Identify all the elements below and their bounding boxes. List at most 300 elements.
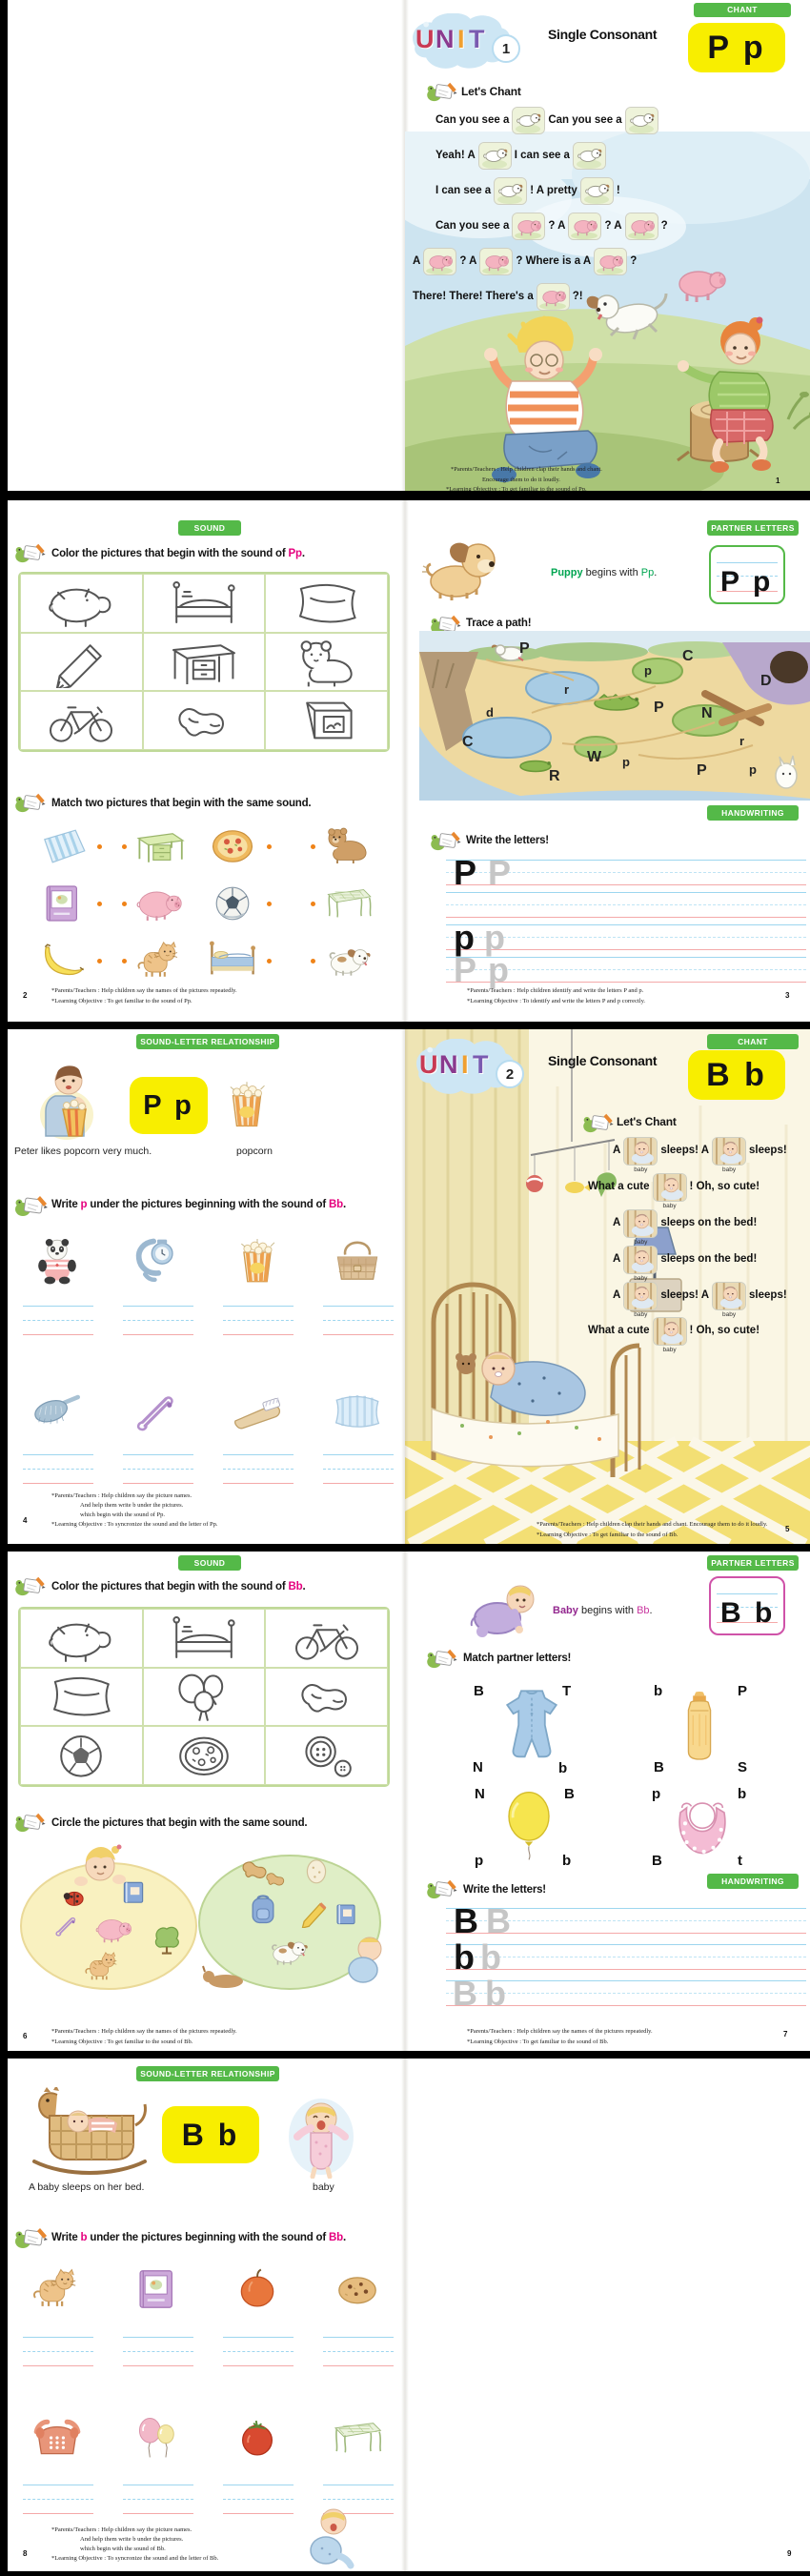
demo-letter-B: B bbox=[720, 1597, 741, 1629]
panda-picture[interactable] bbox=[27, 1226, 88, 1296]
instruction-text: . bbox=[301, 548, 305, 559]
puppy-image bbox=[573, 142, 606, 170]
trace-guide-letter: b bbox=[485, 1974, 506, 2013]
partner-letter[interactable]: S bbox=[738, 1759, 748, 1775]
chant-text: Yeah! A bbox=[435, 150, 476, 161]
chant-text: Can you see a bbox=[435, 220, 510, 232]
target-letters: Bb bbox=[637, 1605, 650, 1616]
trace-letter[interactable]: r bbox=[564, 682, 570, 697]
target-letters: Bb bbox=[329, 1199, 343, 1210]
table-picture[interactable] bbox=[320, 879, 377, 928]
table-picture[interactable] bbox=[327, 2403, 388, 2473]
parents-note: which begin with the sound of Pp. bbox=[80, 1511, 166, 1518]
parents-note: Encourage them to do it loudly. bbox=[482, 477, 560, 483]
keyword: Baby bbox=[553, 1605, 578, 1616]
peanut-drawing[interactable] bbox=[143, 691, 266, 750]
balloons-drawing[interactable] bbox=[143, 1668, 266, 1727]
baby-image-with-caption bbox=[653, 1173, 687, 1209]
sentence-text: . bbox=[649, 1605, 653, 1616]
parents-note: *Parents/Teachers : Help children identify and write the letters P and p. bbox=[467, 987, 644, 994]
trace-letter[interactable]: P bbox=[697, 762, 707, 779]
spread-4 bbox=[8, 1552, 810, 2051]
unit-letter: U bbox=[419, 1050, 438, 1079]
match-dot[interactable] bbox=[267, 902, 272, 906]
baby-sentence bbox=[553, 1605, 653, 1616]
chant-text: ! A pretty bbox=[530, 185, 577, 196]
match-dot[interactable] bbox=[122, 959, 127, 963]
match-dot[interactable] bbox=[267, 959, 272, 963]
apple-picture[interactable] bbox=[227, 2254, 288, 2324]
tomato-picture[interactable] bbox=[227, 2403, 288, 2473]
writing-lines[interactable] bbox=[323, 2337, 394, 2367]
chant-text: ? bbox=[630, 255, 638, 267]
pig-image bbox=[512, 213, 545, 240]
chant-line bbox=[613, 1282, 787, 1318]
handwriting-row[interactable] bbox=[446, 1901, 806, 1940]
letter-demo-box bbox=[709, 545, 785, 604]
instruction-text: under the pictures beginning with the sound of bbox=[87, 2232, 329, 2243]
chant-line bbox=[435, 213, 668, 240]
bag-picture[interactable] bbox=[327, 1226, 388, 1296]
sound-letter-badge: SOUND-LETTER RELATIONSHIP bbox=[136, 2066, 279, 2081]
chant-text: ! Oh, so cute! bbox=[689, 1325, 760, 1336]
chant-text: A bbox=[613, 1217, 621, 1228]
page-title: Single Consonant bbox=[548, 27, 658, 42]
trace-guide-letter: B bbox=[486, 1901, 511, 1940]
telephone-picture[interactable] bbox=[27, 2403, 88, 2473]
match-dot[interactable] bbox=[311, 902, 315, 906]
match-dot[interactable] bbox=[97, 844, 102, 849]
trace-letter[interactable]: R bbox=[549, 768, 560, 784]
unit-letter: U bbox=[415, 25, 435, 53]
frog-pencil-icon bbox=[13, 1193, 48, 1218]
learning-objective: *Learning Objective : To get familiar to the sound of Bb. bbox=[537, 1531, 678, 1538]
bicycle-drawing[interactable] bbox=[20, 691, 143, 750]
image-caption: baby bbox=[662, 1203, 677, 1209]
partner-letters-badge: PARTNER LETTERS bbox=[707, 520, 799, 536]
learning-objective: *Learning Objective : To identify and write the letters P and p correctly. bbox=[467, 998, 646, 1004]
frog-pencil-icon bbox=[425, 1877, 457, 1900]
handwriting-row[interactable] bbox=[446, 950, 806, 989]
book-drawing[interactable] bbox=[265, 691, 388, 750]
match-partner-heading: Match partner letters! bbox=[463, 1653, 572, 1664]
crawling-baby-illustration bbox=[467, 1574, 536, 1641]
frog-pencil-icon bbox=[13, 1811, 46, 1834]
baby-image-with-caption bbox=[712, 1282, 746, 1318]
partner-letter[interactable]: B bbox=[654, 1759, 664, 1775]
trace-letter[interactable]: N bbox=[701, 705, 713, 721]
chant-text: A bbox=[613, 1289, 621, 1301]
pillow-drawing[interactable] bbox=[265, 574, 388, 633]
hairbrush-picture[interactable] bbox=[27, 1377, 88, 1448]
parents-note: *Parents/Teachers : Help children clap their hands and chant. bbox=[451, 466, 602, 473]
unit-letter: N bbox=[435, 25, 455, 53]
unit-letter: I bbox=[461, 1050, 469, 1079]
chant-text: sleeps! A bbox=[660, 1145, 710, 1156]
chant-text: What a cute bbox=[588, 1181, 650, 1192]
safety-pin-picture[interactable] bbox=[127, 1377, 188, 1448]
partner-letter[interactable]: P bbox=[738, 1683, 748, 1699]
chant-text: sleeps on the bed! bbox=[660, 1253, 758, 1265]
letters-pp: P p bbox=[707, 29, 766, 66]
puppy-image bbox=[512, 107, 545, 134]
parents-note: *Parents/Teachers : Help children say the names of the pictures repeatedly. bbox=[51, 2028, 237, 2035]
example-word: baby bbox=[313, 2181, 334, 2193]
balloons-picture[interactable] bbox=[127, 2403, 188, 2473]
unit-letter: N bbox=[439, 1050, 458, 1079]
chant-text: ? A bbox=[548, 220, 566, 232]
writing-lines[interactable] bbox=[223, 2485, 294, 2515]
pig-image bbox=[625, 213, 658, 240]
bed-drawing[interactable] bbox=[143, 574, 266, 633]
guide-letter: p bbox=[454, 918, 475, 957]
learning-objective: *Learning Objective : To get familiar to the sound of Bb. bbox=[51, 2038, 193, 2045]
soccer-ball-drawing[interactable] bbox=[20, 1726, 143, 1785]
watch-picture[interactable] bbox=[127, 1226, 188, 1296]
bicycle-drawing[interactable] bbox=[265, 1609, 388, 1668]
letters-bb: B b bbox=[181, 2117, 240, 2152]
demo-letter-p: p bbox=[753, 566, 771, 598]
trace-heading: Trace a path! bbox=[466, 618, 532, 629]
trace-guide-letter: P bbox=[488, 853, 512, 892]
peanut-drawing[interactable] bbox=[265, 1668, 388, 1727]
page-number: 3 bbox=[785, 991, 790, 1000]
sound-badge: SOUND bbox=[178, 1555, 241, 1571]
writing-lines[interactable] bbox=[223, 2337, 294, 2367]
desk-drawing[interactable] bbox=[143, 633, 266, 692]
page-gutter bbox=[401, 1029, 409, 1544]
pillow-picture[interactable] bbox=[327, 1377, 388, 1448]
chant-text: ?! bbox=[572, 291, 583, 302]
bear-picture[interactable] bbox=[320, 821, 377, 871]
example-sentence: A baby sleeps on her bed. bbox=[29, 2181, 145, 2193]
spread-1 bbox=[8, 0, 810, 491]
letter-demo-box bbox=[709, 1576, 785, 1635]
page-number: 8 bbox=[23, 2549, 28, 2558]
frog-pencil-icon bbox=[429, 829, 461, 852]
trace-letter[interactable]: d bbox=[486, 705, 494, 720]
trace-letter[interactable]: W bbox=[587, 749, 602, 765]
page-gutter bbox=[401, 1552, 409, 2051]
chant-text: I can see a bbox=[435, 185, 492, 196]
circle-groups-illustration[interactable] bbox=[11, 1842, 397, 1995]
chant-line bbox=[613, 1209, 757, 1246]
partner-letter[interactable]: b bbox=[558, 1760, 568, 1776]
handwriting-row[interactable] bbox=[446, 1937, 806, 1977]
balloon-picture[interactable] bbox=[496, 1780, 562, 1870]
match-dot[interactable] bbox=[311, 959, 315, 963]
trace-guide-letter: B bbox=[453, 1974, 477, 2013]
chant-text: A bbox=[413, 255, 421, 267]
write-heading: Write the letters! bbox=[466, 835, 549, 846]
photo-album-picture[interactable] bbox=[127, 2254, 188, 2324]
dog-picture[interactable] bbox=[320, 936, 377, 985]
pig-drawing[interactable] bbox=[20, 1609, 143, 1668]
match-dot[interactable] bbox=[97, 902, 102, 906]
trace-letter[interactable]: p bbox=[644, 663, 652, 678]
baby-image bbox=[712, 1282, 746, 1310]
chant-line bbox=[435, 177, 620, 205]
writing-lines[interactable] bbox=[323, 1306, 394, 1336]
chant-text: ! bbox=[616, 185, 620, 196]
letters-box-pp bbox=[688, 23, 785, 72]
pig-image bbox=[594, 248, 627, 275]
match-dot[interactable] bbox=[311, 844, 315, 849]
learning-objective: *Learning Objective : To get familiar to the sound of Pp. bbox=[51, 998, 192, 1004]
chant-badge: CHANT bbox=[707, 1034, 799, 1049]
boy-eating-popcorn-illustration bbox=[36, 1060, 103, 1142]
target-letters: Bb bbox=[329, 2232, 343, 2243]
chant-text: There! There! There's a bbox=[413, 291, 534, 302]
keyword: Puppy bbox=[551, 567, 583, 578]
partner-letters-badge: PARTNER LETTERS bbox=[707, 1555, 799, 1571]
handwriting-badge: HANDWRITING bbox=[707, 1874, 799, 1889]
unit-number: 1 bbox=[492, 34, 520, 63]
chant-line bbox=[588, 1173, 759, 1209]
instruction-text: . bbox=[342, 1199, 346, 1210]
letters-box-bb bbox=[162, 2106, 259, 2163]
demo-letter-P: P bbox=[720, 566, 740, 598]
partner-letter[interactable]: t bbox=[738, 1853, 742, 1869]
page-number: 4 bbox=[23, 1516, 28, 1525]
writing-lines[interactable] bbox=[123, 2485, 193, 2515]
partner-letter[interactable]: b bbox=[562, 1853, 572, 1869]
pig-image bbox=[423, 248, 456, 275]
baby-bottle-picture[interactable] bbox=[667, 1679, 732, 1775]
chant-text: sleeps! A bbox=[660, 1289, 710, 1301]
frog-pencil-icon bbox=[581, 1111, 614, 1134]
example-word: popcorn bbox=[236, 1146, 273, 1157]
page-number: 1 bbox=[776, 477, 780, 485]
puppy-image bbox=[494, 177, 527, 205]
trace-guide-letter: b bbox=[480, 1937, 501, 1977]
frog-pencil-icon bbox=[425, 80, 457, 103]
baby-image bbox=[653, 1317, 687, 1346]
pig-image bbox=[479, 248, 513, 275]
page-title: Single Consonant bbox=[548, 1053, 658, 1068]
pillow-drawing[interactable] bbox=[20, 1668, 143, 1727]
chant-badge: CHANT bbox=[694, 3, 791, 17]
writing-lines[interactable] bbox=[123, 1306, 193, 1336]
match-dot[interactable] bbox=[97, 959, 102, 963]
circle-instruction: Circle the pictures that begin with the same sound. bbox=[51, 1817, 308, 1829]
writing-lines[interactable] bbox=[123, 1454, 193, 1485]
pencil-drawing[interactable] bbox=[20, 633, 143, 692]
cat-picture[interactable] bbox=[27, 2254, 88, 2324]
chant-text: A bbox=[613, 1145, 621, 1156]
soccer-ball-picture[interactable] bbox=[204, 879, 261, 928]
target-letters: Pp bbox=[640, 567, 655, 578]
cat-picture[interactable] bbox=[132, 936, 189, 985]
happy-baby-illustration bbox=[286, 2095, 356, 2179]
match-dot[interactable] bbox=[122, 902, 127, 906]
baby-image-with-caption bbox=[623, 1282, 658, 1318]
pizza-picture[interactable] bbox=[204, 821, 261, 871]
page-number: 7 bbox=[783, 2030, 788, 2038]
guide-letter: P bbox=[454, 853, 477, 892]
page-number: 2 bbox=[23, 991, 28, 1000]
baby-image-with-caption bbox=[623, 1209, 658, 1246]
color-instruction bbox=[51, 548, 305, 559]
baby-image bbox=[623, 1209, 658, 1238]
unit-logo bbox=[404, 13, 516, 72]
cookie-picture[interactable] bbox=[327, 2254, 388, 2324]
baby-image-with-caption bbox=[623, 1246, 658, 1282]
partner-letter[interactable]: b bbox=[654, 1683, 663, 1699]
trace-letter[interactable]: P bbox=[654, 700, 664, 716]
trace-letter[interactable]: p bbox=[622, 755, 630, 769]
handwriting-badge: HANDWRITING bbox=[707, 805, 799, 821]
sentence-text: . bbox=[654, 567, 658, 578]
unit-number: 2 bbox=[496, 1060, 524, 1088]
chant-text: ? Where is a A bbox=[516, 255, 592, 267]
chant-line bbox=[413, 283, 583, 311]
sound-badge: SOUND bbox=[178, 520, 241, 536]
writing-lines[interactable] bbox=[23, 1454, 93, 1485]
page-gutter bbox=[401, 500, 409, 1022]
frog-pencil-icon bbox=[13, 1574, 46, 1597]
trace-letter[interactable]: P bbox=[519, 640, 530, 657]
lets-chant-heading: Let's Chant bbox=[617, 1115, 677, 1128]
parents-note: And help them write b under the pictures. bbox=[80, 2536, 184, 2543]
learning-objective: *Learning Objective : To get familiar to the sound of Pp. bbox=[446, 486, 587, 491]
match-dot[interactable] bbox=[122, 844, 127, 849]
target-letters: Pp bbox=[288, 548, 302, 559]
buttons-drawing[interactable] bbox=[265, 1726, 388, 1785]
writing-lines[interactable] bbox=[323, 1454, 394, 1485]
partner-letter[interactable]: B bbox=[564, 1786, 575, 1802]
toothbrush-picture[interactable] bbox=[227, 1377, 288, 1448]
frog-pencil-icon bbox=[13, 541, 46, 564]
trace-guide-letter: p bbox=[488, 950, 509, 989]
chant-text: Can you see a bbox=[435, 114, 510, 126]
handwriting-row[interactable] bbox=[446, 918, 806, 957]
chant-text: Can you see a bbox=[548, 114, 622, 126]
writing-lines[interactable] bbox=[23, 2337, 93, 2367]
chant-text: sleeps! bbox=[749, 1289, 787, 1301]
chant-line bbox=[435, 142, 606, 170]
photo-album-picture[interactable] bbox=[34, 879, 91, 928]
chant-text: A bbox=[613, 1253, 621, 1265]
parents-note: And help them write b under the pictures. bbox=[80, 1502, 184, 1509]
page-number: 6 bbox=[23, 2032, 28, 2040]
spread-2 bbox=[8, 500, 810, 1022]
instruction-text: . bbox=[302, 1581, 306, 1592]
trace-letter[interactable]: C bbox=[682, 648, 694, 664]
match-dot[interactable] bbox=[267, 844, 272, 849]
pizza-drawing[interactable] bbox=[143, 1726, 266, 1785]
partner-letter[interactable]: N bbox=[475, 1786, 485, 1802]
demo-letter-b: b bbox=[755, 1597, 773, 1629]
writing-lines[interactable] bbox=[223, 1454, 294, 1485]
banana-picture[interactable] bbox=[34, 936, 91, 985]
baby-image-with-caption bbox=[623, 1137, 658, 1173]
parents-note: *Parents/Teachers : Help children clap their hands and chant. Encourage them to do it loudly. bbox=[537, 1521, 768, 1528]
pig-drawing[interactable] bbox=[20, 574, 143, 633]
chant-text: sleeps on the bed! bbox=[660, 1217, 758, 1228]
writing-lines[interactable] bbox=[223, 1306, 294, 1336]
trace-letter[interactable]: p bbox=[749, 762, 757, 777]
bed-picture[interactable] bbox=[204, 936, 261, 985]
image-caption: baby bbox=[634, 1166, 648, 1173]
picture-grid bbox=[18, 1607, 390, 1787]
instruction-text: Color the pictures that begin with the sound of bbox=[51, 548, 289, 559]
parents-note: *Parents/Teachers : Help children say the names of the pictures repeatedly. bbox=[467, 2028, 653, 2035]
handwriting-row[interactable] bbox=[446, 892, 806, 917]
image-caption: baby bbox=[721, 1166, 737, 1173]
partner-letter[interactable]: N bbox=[473, 1759, 483, 1775]
baby-image bbox=[653, 1173, 687, 1202]
puppy-image bbox=[625, 107, 658, 134]
writing-lines[interactable] bbox=[23, 1306, 93, 1336]
write-instruction bbox=[51, 2232, 346, 2243]
instruction-text: Color the pictures that begin with the sound of bbox=[51, 1581, 289, 1592]
handwriting-row[interactable] bbox=[446, 1974, 806, 2013]
chant-text: sleeps! bbox=[749, 1145, 787, 1156]
parents-note: which begin with the sound of Bb. bbox=[80, 2546, 166, 2552]
pig-image bbox=[537, 283, 570, 311]
trace-guide-letter: P bbox=[454, 950, 477, 989]
partner-letter[interactable]: p bbox=[652, 1786, 661, 1802]
partner-letter[interactable]: b bbox=[738, 1786, 747, 1802]
chant-line bbox=[613, 1137, 787, 1173]
parents-note: *Parents/Teachers : Help children say the picture names. bbox=[51, 2526, 192, 2533]
partner-letter[interactable]: T bbox=[562, 1683, 572, 1699]
learning-objective: *Learning Objective : To syncronize the sound and the letter of Bb. bbox=[51, 2555, 219, 2562]
frog-pencil-icon bbox=[425, 1647, 457, 1670]
chant-line bbox=[613, 1246, 757, 1282]
writing-lines[interactable] bbox=[123, 2337, 193, 2367]
chant-text: I can see a bbox=[514, 150, 570, 161]
rocking-cradle-illustration bbox=[29, 2087, 151, 2178]
handwriting-row[interactable] bbox=[446, 853, 806, 892]
partner-letter[interactable]: B bbox=[474, 1683, 484, 1699]
baby-image-with-caption bbox=[653, 1317, 687, 1353]
learning-objective: *Learning Objective : To get familiar to the sound of Bb. bbox=[467, 2038, 609, 2045]
sound-letter-badge: SOUND-LETTER RELATIONSHIP bbox=[136, 1034, 279, 1049]
page-number: 9 bbox=[787, 2549, 792, 2558]
puppy-illustration bbox=[421, 534, 499, 602]
blanket-picture[interactable] bbox=[34, 821, 91, 871]
trace-letter[interactable]: r bbox=[739, 734, 745, 748]
writing-lines[interactable] bbox=[23, 2485, 93, 2515]
instruction-text: . bbox=[342, 2232, 346, 2243]
sentence-text: begins with bbox=[582, 567, 641, 578]
lets-chant-heading: Let's Chant bbox=[461, 85, 521, 98]
trace-letter[interactable]: C bbox=[462, 734, 474, 750]
bib-picture[interactable] bbox=[663, 1786, 741, 1864]
write-heading: Write the letters! bbox=[463, 1884, 546, 1896]
frog-pencil-icon bbox=[13, 791, 46, 814]
pig-picture[interactable] bbox=[132, 879, 189, 928]
bear-drawing[interactable] bbox=[265, 633, 388, 692]
trace-letter[interactable]: D bbox=[760, 673, 772, 689]
desk-picture[interactable] bbox=[132, 821, 189, 871]
chant-line bbox=[413, 248, 637, 275]
letters-box-pp bbox=[130, 1077, 208, 1134]
baby-image-with-caption bbox=[712, 1137, 746, 1173]
chant-line bbox=[435, 107, 658, 134]
write-instruction bbox=[51, 1199, 346, 1210]
unit-logo bbox=[408, 1039, 520, 1098]
bed-drawing[interactable] bbox=[143, 1609, 266, 1668]
partner-letter[interactable]: B bbox=[652, 1853, 662, 1869]
partner-letter[interactable]: p bbox=[475, 1853, 484, 1869]
image-caption: baby bbox=[634, 1239, 648, 1246]
chant-text: ! Oh, so cute! bbox=[689, 1181, 760, 1192]
unit-letter: I bbox=[457, 25, 465, 53]
popcorn-picture[interactable] bbox=[227, 1226, 288, 1296]
